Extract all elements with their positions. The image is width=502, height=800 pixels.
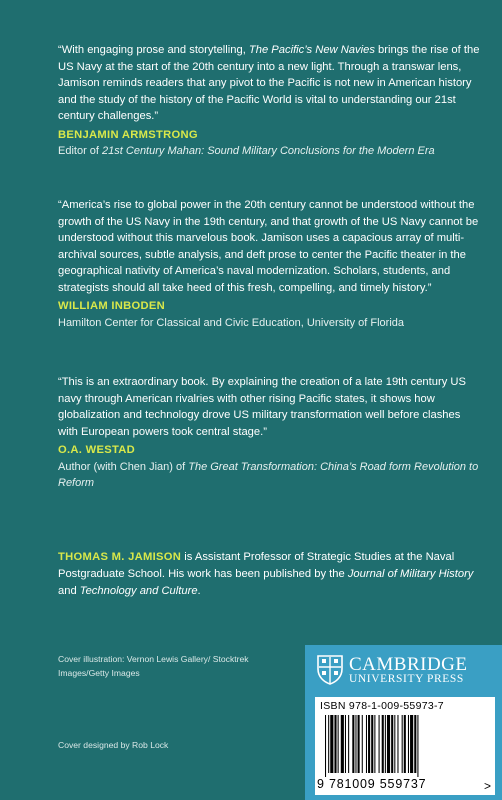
quote-text: “America’s rise to global power in the 20th century cannot be understood without the growth of the US Navy in the 19th century, and that growth of the US Navy cannot be understood without this marvelous book. Jamison uses a capacious array of multi-archival sources, subtle analysis, and deft prose to center the Pacific theater in the geographical nativity of America’s naval modernization. Scholars, students, and strategists should all take heed of this fresh, compelling, and timely history.”: [58, 199, 479, 294]
barcode-bar: [402, 715, 403, 773]
quote-author-name: BENJAMIN ARMSTRONG: [58, 128, 198, 141]
barcode-bar: [328, 715, 329, 773]
barcode-bar: [330, 715, 333, 773]
barcode-bar: [345, 715, 346, 773]
barcode-bar: [334, 715, 336, 773]
quote-text: “With engaging prose and storytelling, The Pacific’s New Navies brings the rise of the US Navy at the start of the 20th century into a new light. Through a transwar lens, Jamison reminds readers that any pivot to the Pacific is not new in American history and the study of the history of the Pacific World is vital to understanding our 21st century challenges.”: [58, 44, 480, 122]
publisher-panel: [305, 645, 502, 800]
barcode-bar: [391, 715, 393, 773]
quote-westad: [58, 374, 482, 492]
barcode-digits: 9 781009 559737: [317, 777, 427, 791]
barcode-bar: [341, 715, 344, 773]
barcode-bar: [362, 715, 363, 773]
quote-author-affiliation: Author (with Chen Jian) of The Great Transformation: China’s Road form Revolution to Reform: [58, 460, 479, 489]
barcode-bar: [368, 715, 370, 773]
quote-armstrong: [58, 42, 482, 160]
barcode-bar: [325, 715, 326, 777]
barcode-arrow: >: [483, 779, 491, 793]
barcode-bar: [410, 715, 413, 773]
barcode-bar: [404, 715, 406, 773]
barcode-bar: [355, 715, 356, 773]
barcode-bar: [382, 715, 384, 773]
barcode-bar: [379, 715, 380, 773]
barcode-bar: [366, 715, 367, 773]
barcode-bar: [338, 715, 339, 773]
isbn-label: ISBN 978-1-009-55973-7: [320, 700, 444, 712]
barcode-bar: [371, 715, 373, 773]
barcode-bar: [417, 715, 418, 777]
quote-author-affiliation: Hamilton Center for Classical and Civic Education, University of Florida: [58, 316, 405, 329]
barcode-bars: [325, 715, 485, 777]
quote-author-name: WILLIAM INBODEN: [58, 300, 166, 312]
author-bio: THOMAS M. JAMISON is Assistant Professor of Strategic Studies at the Naval Postgraduate School. His work has been published by the Journal of Military History and Technology and Culture.: [58, 551, 474, 597]
barcode-bar: [397, 715, 398, 773]
barcode-bar: [414, 715, 416, 773]
design-credit: Cover designed by Rob Lock: [58, 740, 169, 750]
barcode-bar: [408, 715, 409, 773]
cambridge-shield-icon: [317, 655, 343, 685]
quote-author-affiliation: Editor of 21st Century Mahan: Sound Military Conclusions for the Modern Era: [58, 145, 435, 157]
barcode-bar: [358, 715, 360, 773]
barcode-bar: [387, 715, 390, 773]
barcode-bar: [352, 715, 354, 773]
quote-inboden: [58, 197, 482, 331]
barcode-bar: [385, 715, 386, 773]
quote-author-name: O.A. WESTAD: [58, 444, 136, 456]
isbn-barcode: [315, 697, 495, 795]
publisher-logo: [317, 655, 497, 689]
barcode-bar: [374, 715, 375, 773]
barcode-bar: [394, 715, 395, 773]
illustration-credit: Cover illustration: Vernon Lewis Gallery/ Stocktrek Images/Getty Images: [58, 654, 249, 678]
barcode-bar: [348, 715, 349, 773]
publisher-subname: UNIVERSITY PRESS: [349, 673, 464, 685]
bio-author-name: THOMAS M. JAMISON: [58, 551, 182, 563]
quote-text: “This is an extraordinary book. By explaining the creation of a late 19th century US navy through American rivalries with other rising Pacific states, it shows how globalization and technology drove US military transformation well before clashes with European powers took central stage.”: [58, 376, 466, 438]
publisher-name: CAMBRIDGE: [349, 654, 468, 675]
